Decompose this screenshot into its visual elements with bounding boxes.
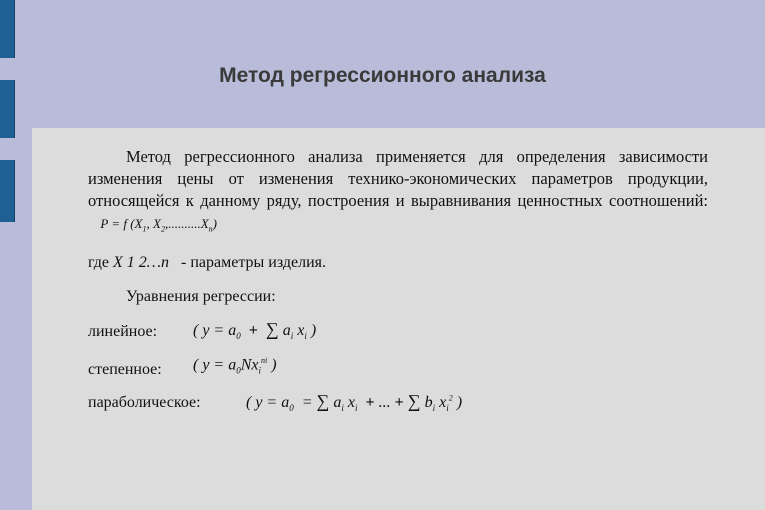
intro-paragraph xyxy=(88,146,708,241)
equations-heading: Уравнения регрессии: xyxy=(126,288,276,305)
main-formula: P = f ($X_1$, $X_2,..........X_n$) xyxy=(100,216,217,234)
where-prefix: где xyxy=(88,254,110,271)
accent-bar-bottom xyxy=(0,160,15,222)
slide-title: Метод регрессионного анализа xyxy=(219,64,546,87)
equation-linear: ( $y = a_0$ + ∑ $a_i$ $x_i$ ) xyxy=(193,319,317,342)
intro-text: Метод регрессионного анализа применяется для определения зависимости изменения цены от изменения технико-экономических параметров продукции, относящейся к данному ряду, построения и выравнивания ценностных соотношений: xyxy=(88,147,708,210)
accent-bar-top xyxy=(0,0,15,58)
where-suffix: - параметры изделия. xyxy=(181,254,327,271)
equation-label-power: степенное: xyxy=(88,361,162,378)
equation-power: ( $y = a_0Nx_i^{ni}$ ) xyxy=(193,356,277,376)
where-variables: X 1 2…n xyxy=(113,254,170,271)
accent-bar-middle xyxy=(0,80,15,138)
equation-label-parabolic: параболическое: xyxy=(88,394,201,411)
equation-parabolic: ( $y = a_0$ = ∑ $a_i$ $x_i$ + ... + ∑ $b_i$ $x_i^2$ ) xyxy=(246,391,463,414)
where-line xyxy=(88,254,326,272)
equation-label-linear: линейное: xyxy=(88,323,158,340)
